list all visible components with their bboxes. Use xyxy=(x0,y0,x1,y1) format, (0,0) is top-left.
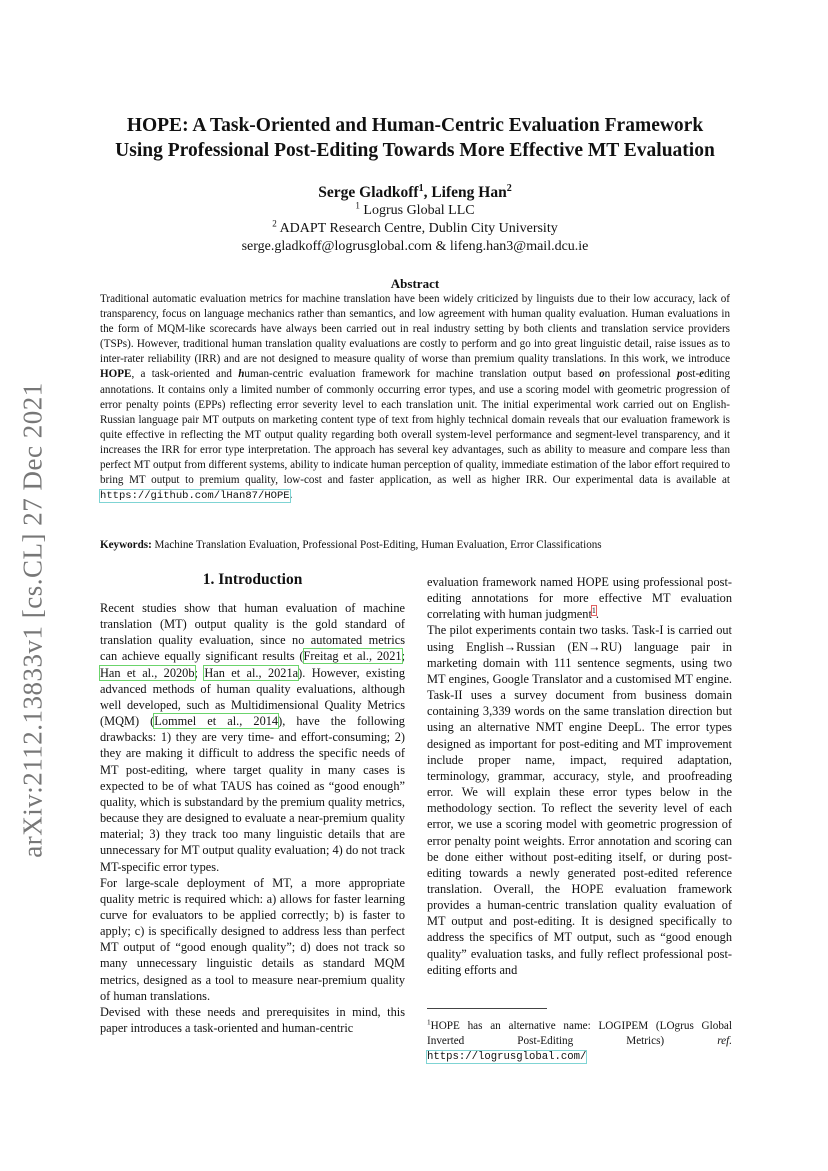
citation-freitag[interactable]: Freitag et al., 2021 xyxy=(303,649,402,664)
arxiv-id: arXiv:2112.13833v1 [cs.CL] 27 Dec 2021 xyxy=(17,382,48,858)
intro-paragraph-3-continued xyxy=(427,574,732,622)
abstract-text-6: diting annotations. It contains only a limited number of commonly occurring error types, and use a scoring model with geometric progression of error penalty points (EPPs) reflecting error severity level to each translation unit. The initial experimental work carried out on English-Russian language pair MT outputs on marketing content type of text from highly technical domain reveals that our evaluation framework is quite effective in reflecting the MT output quality regarding both overall system-level performance and segment-level transparency, and it increases the IRR for error type interpretation. The approach has several key advantages, such as ability to measure and compare less than perfect MT output from different systems, ability to indicate human perception of quality, immediate estimation of the labor effort required to bring MT output to premium quality, low-cost and faster application, as well as higher IRR. Our experimental data is available at xyxy=(100,368,730,487)
author-emails: serge.gladkoff@logrusglobal.com & lifeng.han3@mail.dcu.ie xyxy=(241,239,589,254)
footnote-mark: 1 xyxy=(427,1018,431,1027)
intro-paragraph-3: Devised with these needs and prerequisites in mind, this paper introduces a task-oriented and human-centric xyxy=(100,1004,405,1036)
intro-r1-b: . xyxy=(595,607,599,622)
author-names xyxy=(100,184,730,202)
left-column xyxy=(100,570,405,1036)
footnote-rule xyxy=(427,1008,547,1009)
keywords-label: Keywords: xyxy=(100,539,152,551)
title-line-1: HOPE: A Task-Oriented and Human-Centric Evaluation Framework xyxy=(126,115,704,136)
abstract-e: e xyxy=(699,368,705,381)
affiliation-1 xyxy=(100,202,730,220)
intro-p1-b: ). However, existing advanced methods of human quality evaluations, although well developed, such as Multidimensional Quality Metrics (MQM) ( xyxy=(100,665,405,729)
affiliation-2-mark: 2 xyxy=(272,218,277,229)
abstract-o: o xyxy=(599,368,605,381)
arxiv-sidebar xyxy=(14,360,52,880)
footnote-text: HOPE has an alternative name: LOGIPEM (LOgrus Global Inverted Post-Editing Metrics) xyxy=(427,1020,732,1047)
author-1: Serge Gladkoff xyxy=(318,184,419,201)
footnote-ref-word: ref. xyxy=(717,1035,732,1047)
intro-r1-a: evaluation framework named HOPE using professional post-editing annotations for more effective MT evaluation correlating with human judgment xyxy=(427,575,732,622)
affiliation-1-mark: 1 xyxy=(355,200,360,211)
abstract-text-4: n professional xyxy=(604,368,677,381)
intro-paragraph-1 xyxy=(100,600,405,875)
intro-paragraph-2: For large-scale deployment of MT, a more appropriate quality metric is required which: a) allows for faster learning curve for evaluators to be applied correctly; b) is faster to apply; c) is specifically designed to address less than perfect MT output of “good enough quality”; d) does not track so many unnecessary linguistic details as standard MQM metrics, designed as a tool to measure near-premium quality of human translations. xyxy=(100,875,405,1003)
abstract-end: . xyxy=(289,489,293,502)
author-1-affil-mark: 1 xyxy=(418,182,424,194)
cite-sep-1: ; xyxy=(401,649,405,664)
author-block xyxy=(100,184,730,256)
title-line-2: Using Professional Post-Editing Towards More Effective MT Evaluation xyxy=(115,140,715,161)
citation-han-2020b[interactable]: Han et al., 2020b xyxy=(100,665,195,680)
affiliation-2 xyxy=(100,220,730,238)
affiliation-1-text: Logrus Global LLC xyxy=(363,203,475,218)
github-link[interactable]: https://github.com/lHan87/HOPE xyxy=(100,490,290,503)
abstract-heading: Abstract xyxy=(390,276,440,291)
abstract-text-3: uman-centric evaluation framework for machine translation output based xyxy=(244,368,600,381)
citation-han-2021a[interactable]: Han et al., 2021a xyxy=(204,665,299,680)
intro-p1-a: Recent studies show that human evaluation of machine translation (MT) output quality is the gold standard of translation quality evaluation, since no automated metrics can achieve equally significant results ( xyxy=(100,601,405,664)
paper-title xyxy=(100,113,730,163)
author-2: Lifeng Han xyxy=(431,184,507,201)
cite-sep-2: ; xyxy=(194,665,205,680)
abstract-text-2: , a task-oriented and xyxy=(131,368,239,381)
section-heading-introduction: 1. Introduction xyxy=(202,571,303,588)
author-2-affil-mark: 2 xyxy=(506,182,512,194)
right-column xyxy=(427,574,732,978)
footnote-1 xyxy=(427,1019,732,1065)
abstract-p: p xyxy=(676,368,683,381)
logrus-link[interactable]: https://logrusglobal.com/ xyxy=(427,1051,587,1063)
abstract-text-1: Traditional automatic evaluation metrics for machine translation have been widely criticized by linguists due to their low accuracy, lack of transparency, focus on language mechanics rather than semantics, and low agreement with human quality evaluation. Human evaluations in the form of MQM-like scorecards have always been carried out in real industry setting by both clients and translation service providers (TSPs). However, traditional human translation quality evaluations are costly to perform and go into great linguistic detail, raise issues as to inter-rater reliability (IRR) and are not designed to measure quality of worse than premium quality translations. In this work, we introduce xyxy=(100,293,730,366)
intro-p1-c: ), have the following drawbacks: 1) they are very time- and effort-consuming; 2) they are making it difficult to address the specific needs of MT post-editing, where target quality in many cases is expected to be of what TAUS has coined as “good enough” quality, which is substandard by the premium quality metrics, because they are designed to evaluate a near-premium quality material; 3) they track too many linguistic details that are unnecessary for MT output quality evaluation; 4) do not track MT-specific error types. xyxy=(100,714,405,874)
keywords xyxy=(100,538,730,553)
citation-lommel[interactable]: Lommel et al., 2014 xyxy=(154,714,279,729)
abstract-body xyxy=(100,292,730,504)
intro-paragraph-4: The pilot experiments contain two tasks. Task-I is carried out using English→Russian (EN→RU) language pair in marketing domain with 111 sentence segments, using two MT engines, Google Translator and a customised MT engine. Task-II uses a survey document from business domain containing 3,339 words on the same translation direction but using an alternative NMT engine DeepL. The error types designed as important for post-editing and MT improvement include proper name, impact, required adaptation, terminology, grammar, accuracy, style, and proofreading error. We will explain these error types below in the methodology section. To reflect the severity level of each error, we use a scoring model with geometric progression of error penalty point weights. Error annotation and scoring can be done either without post-editing itself, or during post-editing towards a newly generated post-edited reference translation. Overall, the HOPE evaluation framework provides a human-centric translation quality evaluation of MT output and post-editing. It is designed specifically to address the specifics of MT output, such as “good enough quality” evaluation tasks, and fully reflect professional post-editing efforts and xyxy=(427,623,732,977)
affiliation-2-text: ADAPT Research Centre, Dublin City University xyxy=(279,221,558,236)
keywords-text: Machine Translation Evaluation, Professional Post-Editing, Human Evaluation, Error Classifications xyxy=(151,539,602,551)
footnote-ref-1[interactable]: 1 xyxy=(591,606,596,616)
abstract-h: h xyxy=(238,368,245,381)
abstract-hope: HOPE xyxy=(100,368,132,381)
abstract-text-5: ost- xyxy=(682,368,700,381)
author-separator: , xyxy=(423,184,432,201)
